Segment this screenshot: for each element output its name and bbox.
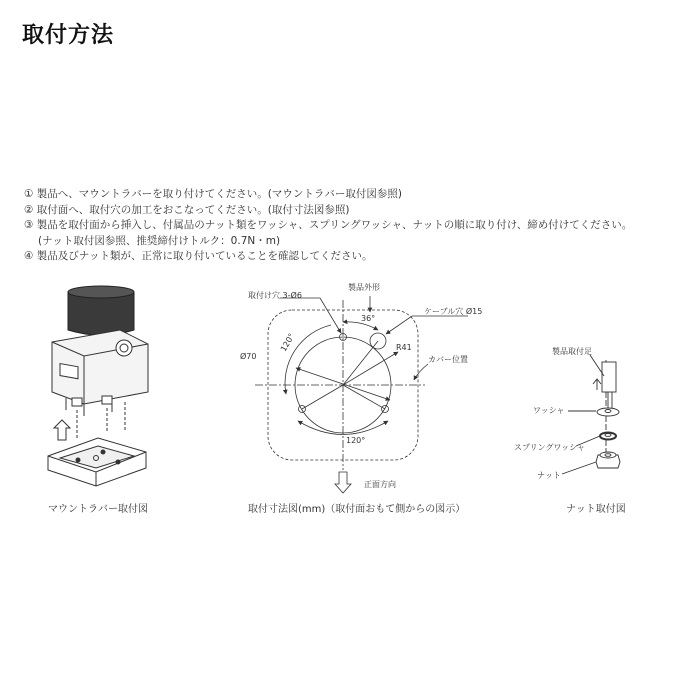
diameter-label: Ø70 xyxy=(240,352,257,361)
nut-label: ナット xyxy=(537,471,561,480)
angle-bottom-label: 120° xyxy=(346,436,366,445)
angle-top-label: 36° xyxy=(361,314,376,323)
step-3: ③ 製品を取付面から挿入し、付属品のナット類をワッシャ、スプリングワッシャ、ナットの順に取り付け、締め付けてください。 xyxy=(24,219,633,231)
holes-label: 取付け穴 3-Ø6 xyxy=(248,291,302,300)
outline-label: 製品外形 xyxy=(348,283,380,292)
dimension-caption: 取付寸法図(mm)（取付面おもて側からの図示） xyxy=(248,504,466,515)
product-leg xyxy=(602,362,616,392)
front-label: 正面方向 xyxy=(364,480,396,489)
front-arrow-icon xyxy=(335,472,351,493)
step-2: ② 取付面へ、取付穴の加工をおこなってください。(取付寸法図参照) xyxy=(24,203,350,216)
step-3-note: (ナット取付図参照、推奨締付けトルク：0.7N・m) xyxy=(38,234,281,247)
radius-label: R41 xyxy=(396,343,412,352)
nut-figure xyxy=(562,355,620,474)
washer-label: ワッシャ xyxy=(533,406,565,415)
mount-caption: マウントラバー取付図 xyxy=(48,504,148,515)
angle-left-label: 120° xyxy=(278,331,297,354)
leg-label: 製品取付足 xyxy=(552,347,592,356)
step-1: ① 製品へ、マウントラバーを取り付けてください。(マウントラバー取付図参照) xyxy=(24,188,402,200)
nut-caption: ナット取付図 xyxy=(566,504,626,515)
page-title: 取付方法 xyxy=(22,23,115,48)
mount-rubber-figure xyxy=(48,286,148,486)
mount-arrow-icon xyxy=(54,420,70,440)
cable-hole-label: ケーブル穴 Ø15 xyxy=(424,307,483,316)
cover-label: カバー位置 xyxy=(428,355,468,364)
cable-gland xyxy=(116,340,132,356)
spring-washer-label: スプリングワッシャ xyxy=(514,443,585,452)
dimension-figure xyxy=(255,296,468,493)
step-4: ④ 製品及びナット類が、正常に取り付いていることを確認してください。 xyxy=(24,250,373,262)
